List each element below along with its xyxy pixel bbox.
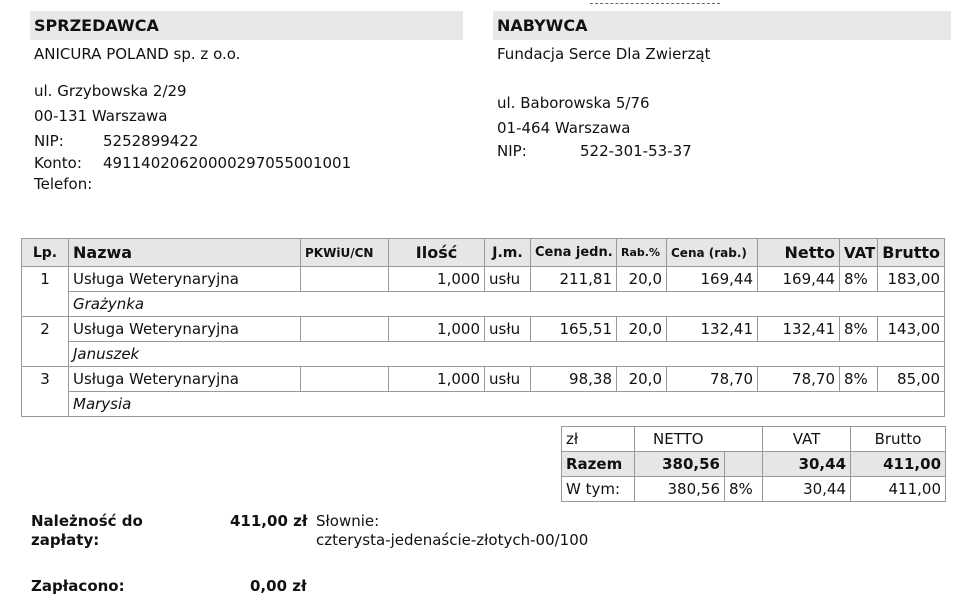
seller-phone-label: Telefon: (34, 175, 93, 193)
buyer-city: 01-464 Warszawa (497, 119, 631, 137)
row-gross: 143,00 (878, 317, 945, 342)
items-table (21, 238, 945, 417)
amount-in-words-value: czterysta-jedenaście-złotych-00/100 (316, 531, 589, 549)
header-discount: Rab.% (617, 239, 667, 267)
row-net: 169,44 (758, 267, 840, 292)
seller-name: ANICURA POLAND sp. z o.o. (34, 45, 241, 63)
summary-currency: zł (562, 427, 635, 452)
row-qty: 1,000 (389, 367, 485, 392)
summary-breakdown-row (562, 477, 946, 502)
row-discounted-price: 78,70 (667, 367, 758, 392)
summary-total-rate (725, 452, 763, 477)
summary-vat-label: VAT (763, 427, 851, 452)
table-row-note (22, 392, 945, 417)
row-qty: 1,000 (389, 267, 485, 292)
table-row (22, 317, 945, 342)
row-qty: 1,000 (389, 317, 485, 342)
top-edge-line (590, 0, 720, 4)
row-unit-price: 165,51 (531, 317, 617, 342)
table-row (22, 267, 945, 292)
items-header-row (22, 239, 945, 267)
row-name: Usługa Weterynaryjna (69, 317, 301, 342)
summary-total-net: 380,56 (635, 452, 725, 477)
seller-city: 00-131 Warszawa (34, 107, 168, 125)
summary-table (561, 426, 946, 502)
header-discounted-price: Cena (rab.) (667, 239, 758, 267)
seller-nip: 5252899422 (103, 132, 199, 150)
summary-total-row (562, 452, 946, 477)
row-lp: 3 (22, 367, 69, 417)
seller-account: 49114020620000297055001001 (103, 154, 352, 172)
row-discount: 20,0 (617, 367, 667, 392)
row-gross: 85,00 (878, 367, 945, 392)
paid-amount: 0,00 zł (250, 577, 307, 595)
row-vat: 8% (840, 317, 878, 342)
table-row (22, 367, 945, 392)
summary-total-label: Razem (562, 452, 635, 477)
row-vat: 8% (840, 367, 878, 392)
amount-due-label-line1: Należność do (31, 512, 143, 530)
table-row-note (22, 342, 945, 367)
row-pkwiu (301, 317, 389, 342)
summary-header-row (562, 427, 946, 452)
seller-street: ul. Grzybowska 2/29 (34, 82, 187, 100)
buyer-street: ul. Baborowska 5/76 (497, 94, 650, 112)
summary-breakdown-net: 380,56 (635, 477, 725, 502)
row-unit-price: 98,38 (531, 367, 617, 392)
summary-total-gross: 411,00 (851, 452, 946, 477)
row-vat: 8% (840, 267, 878, 292)
seller-account-label: Konto: (34, 154, 82, 172)
table-row-note (22, 292, 945, 317)
amount-due-label-line2: zapłaty: (31, 531, 100, 549)
row-note: Grażynka (69, 292, 945, 317)
buyer-name: Fundacja Serce Dla Zwierząt (497, 45, 711, 63)
row-discount: 20,0 (617, 267, 667, 292)
seller-heading: SPRZEDAWCA (30, 11, 463, 40)
summary-breakdown-rate: 8% (725, 477, 763, 502)
buyer-nip-label: NIP: (497, 142, 527, 160)
header-unit: J.m. (485, 239, 531, 267)
row-pkwiu (301, 267, 389, 292)
row-lp: 1 (22, 267, 69, 317)
buyer-nip: 522-301-53-37 (580, 142, 692, 160)
row-pkwiu (301, 367, 389, 392)
summary-breakdown-vat: 30,44 (763, 477, 851, 502)
amount-due-value: 411,00 zł (230, 512, 308, 530)
header-name: Nazwa (69, 239, 301, 267)
header-pkwiu: PKWiU/CN (301, 239, 389, 267)
summary-netto-label: NETTO (635, 427, 763, 452)
row-unit: usłu (485, 317, 531, 342)
row-unit: usłu (485, 267, 531, 292)
seller-nip-label: NIP: (34, 132, 64, 150)
buyer-heading: NABYWCA (493, 11, 951, 40)
row-unit-price: 211,81 (531, 267, 617, 292)
amount-in-words-label: Słownie: (316, 512, 380, 530)
row-discount: 20,0 (617, 317, 667, 342)
row-note: Marysia (69, 392, 945, 417)
summary-breakdown-label: W tym: (562, 477, 635, 502)
row-discounted-price: 169,44 (667, 267, 758, 292)
row-name: Usługa Weterynaryjna (69, 367, 301, 392)
row-lp: 2 (22, 317, 69, 367)
row-net: 78,70 (758, 367, 840, 392)
row-note: Januszek (69, 342, 945, 367)
row-gross: 183,00 (878, 267, 945, 292)
header-lp: Lp. (22, 239, 69, 267)
row-discounted-price: 132,41 (667, 317, 758, 342)
paid-label: Zapłacono: (31, 577, 125, 595)
header-gross: Brutto (878, 239, 945, 267)
summary-brutto-label: Brutto (851, 427, 946, 452)
row-net: 132,41 (758, 317, 840, 342)
summary-total-vat: 30,44 (763, 452, 851, 477)
row-name: Usługa Weterynaryjna (69, 267, 301, 292)
header-net: Netto (758, 239, 840, 267)
header-unit-price: Cena jedn. (531, 239, 617, 267)
row-unit: usłu (485, 367, 531, 392)
header-vat: VAT (840, 239, 878, 267)
header-qty: Ilość (389, 239, 485, 267)
summary-breakdown-gross: 411,00 (851, 477, 946, 502)
